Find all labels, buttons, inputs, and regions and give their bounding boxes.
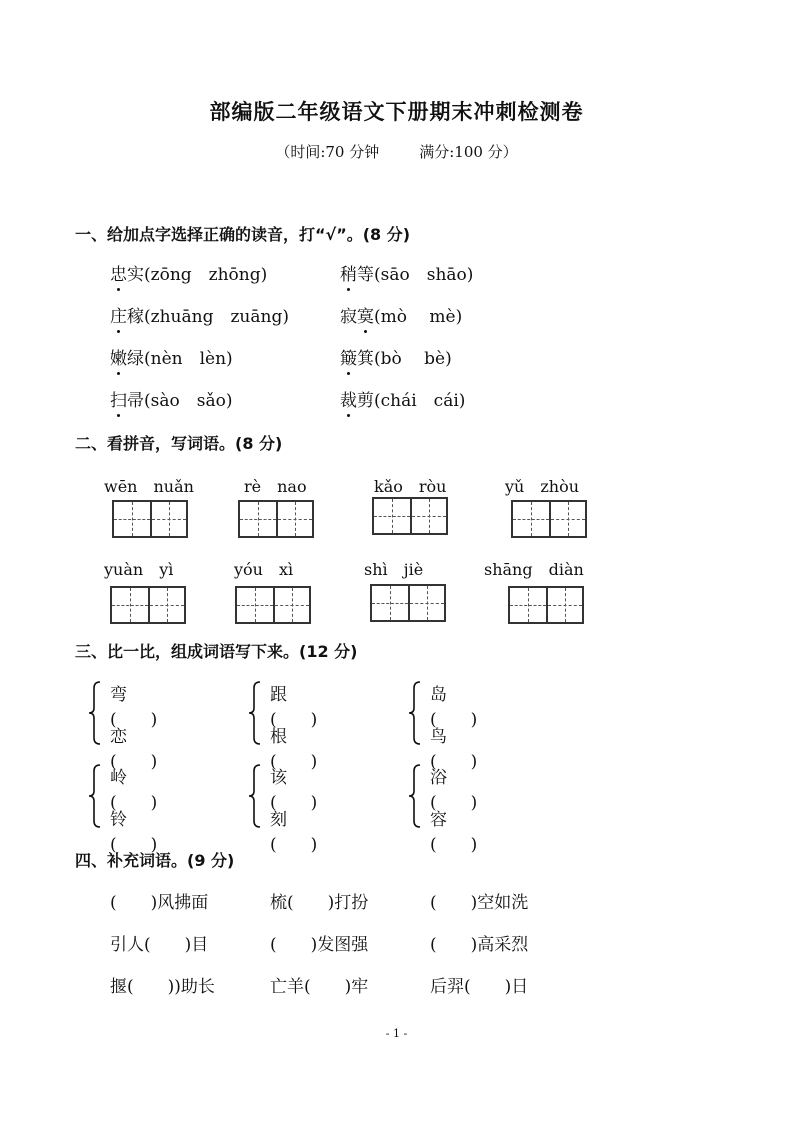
idiom-blank: 后羿( )日: [430, 977, 529, 997]
pinyin-prompt: wēn nuǎn: [104, 477, 194, 496]
idiom-blank: 亡羊( )牢: [270, 977, 369, 997]
pinyin-prompt: shāng diàn: [484, 560, 584, 579]
pair-word: 铃( ): [110, 810, 158, 855]
pair-word: 弯( ): [110, 685, 158, 730]
page-number: - 1 -: [385, 1027, 408, 1040]
writing-grid[interactable]: [112, 500, 188, 538]
pinyin-prompt: shì jiè: [364, 560, 424, 579]
writing-grid[interactable]: [238, 500, 314, 538]
section-2-heading: 二、看拼音，写词语。(8 分): [75, 434, 283, 453]
pronunciation-item: 庄稼(zhuāng zuāng): [110, 302, 289, 327]
pair-word: 跟( ): [270, 685, 318, 730]
pair-word: 恋( ): [110, 727, 158, 772]
pronunciation-item: 簸箕(bò bè): [340, 344, 452, 369]
pronunciation-item: 寂寞(mò mè): [340, 302, 462, 327]
idiom-blank: ( )空如洗: [430, 893, 529, 913]
pronunciation-item: 裁剪(chái cái): [340, 386, 465, 411]
idiom-blank: 揠( ))助长: [110, 977, 215, 997]
pair-word: 容( ): [430, 810, 478, 855]
brace-icon: [408, 680, 424, 746]
section-1-heading: 一、给加点字选择正确的读音，打“√”。(8 分): [75, 225, 411, 244]
idiom-blank: ( )发图强: [270, 935, 369, 955]
pronunciation-item: 稍等(sāo shāo): [340, 260, 473, 285]
section-3-heading: 三、比一比，组成词语写下来。(12 分): [75, 642, 358, 661]
writing-grid[interactable]: [511, 500, 587, 538]
pair-word: 岭( ): [110, 768, 158, 813]
pair-word: 该( ): [270, 768, 318, 813]
pair-word: 鸟( ): [430, 727, 478, 772]
pinyin-prompt: yóu xì: [234, 560, 294, 579]
pinyin-prompt: kǎo ròu: [374, 477, 447, 496]
page-title: 部编版二年级语文下册期末冲刺检测卷: [209, 99, 584, 124]
writing-grid[interactable]: [508, 586, 584, 624]
writing-grid[interactable]: [372, 497, 448, 535]
idiom-blank: 引人( )目: [110, 935, 209, 955]
brace-icon: [88, 680, 104, 746]
idiom-blank: 梳( )打扮: [270, 893, 369, 913]
brace-icon: [88, 763, 104, 829]
pinyin-prompt: yuàn yì: [104, 560, 174, 579]
pinyin-prompt: yǔ zhòu: [505, 477, 580, 496]
section-4-heading: 四、补充词语。(9 分): [75, 851, 235, 870]
pair-word: 刻( ): [270, 810, 318, 855]
pair-word: 岛( ): [430, 685, 478, 730]
writing-grid[interactable]: [370, 584, 446, 622]
pinyin-prompt: rè nao: [244, 477, 307, 496]
writing-grid[interactable]: [110, 586, 186, 624]
brace-icon: [248, 763, 264, 829]
time-limit: （时间:70 分钟: [275, 143, 380, 161]
brace-icon: [408, 763, 424, 829]
idiom-blank: ( )风拂面: [110, 893, 209, 913]
brace-icon: [248, 680, 264, 746]
pronunciation-item: 扫帚(sào sǎo): [110, 386, 232, 411]
idiom-blank: ( )高采烈: [430, 935, 529, 955]
writing-grid[interactable]: [235, 586, 311, 624]
full-score: 满分:100 分）: [419, 143, 518, 161]
pair-word: 根( ): [270, 727, 318, 772]
pronunciation-item: 嫩绿(nèn lèn): [110, 344, 233, 369]
exam-info: [0, 141, 793, 162]
pair-word: 浴( ): [430, 768, 478, 813]
pronunciation-item: 忠实(zōng zhōng): [110, 260, 267, 285]
